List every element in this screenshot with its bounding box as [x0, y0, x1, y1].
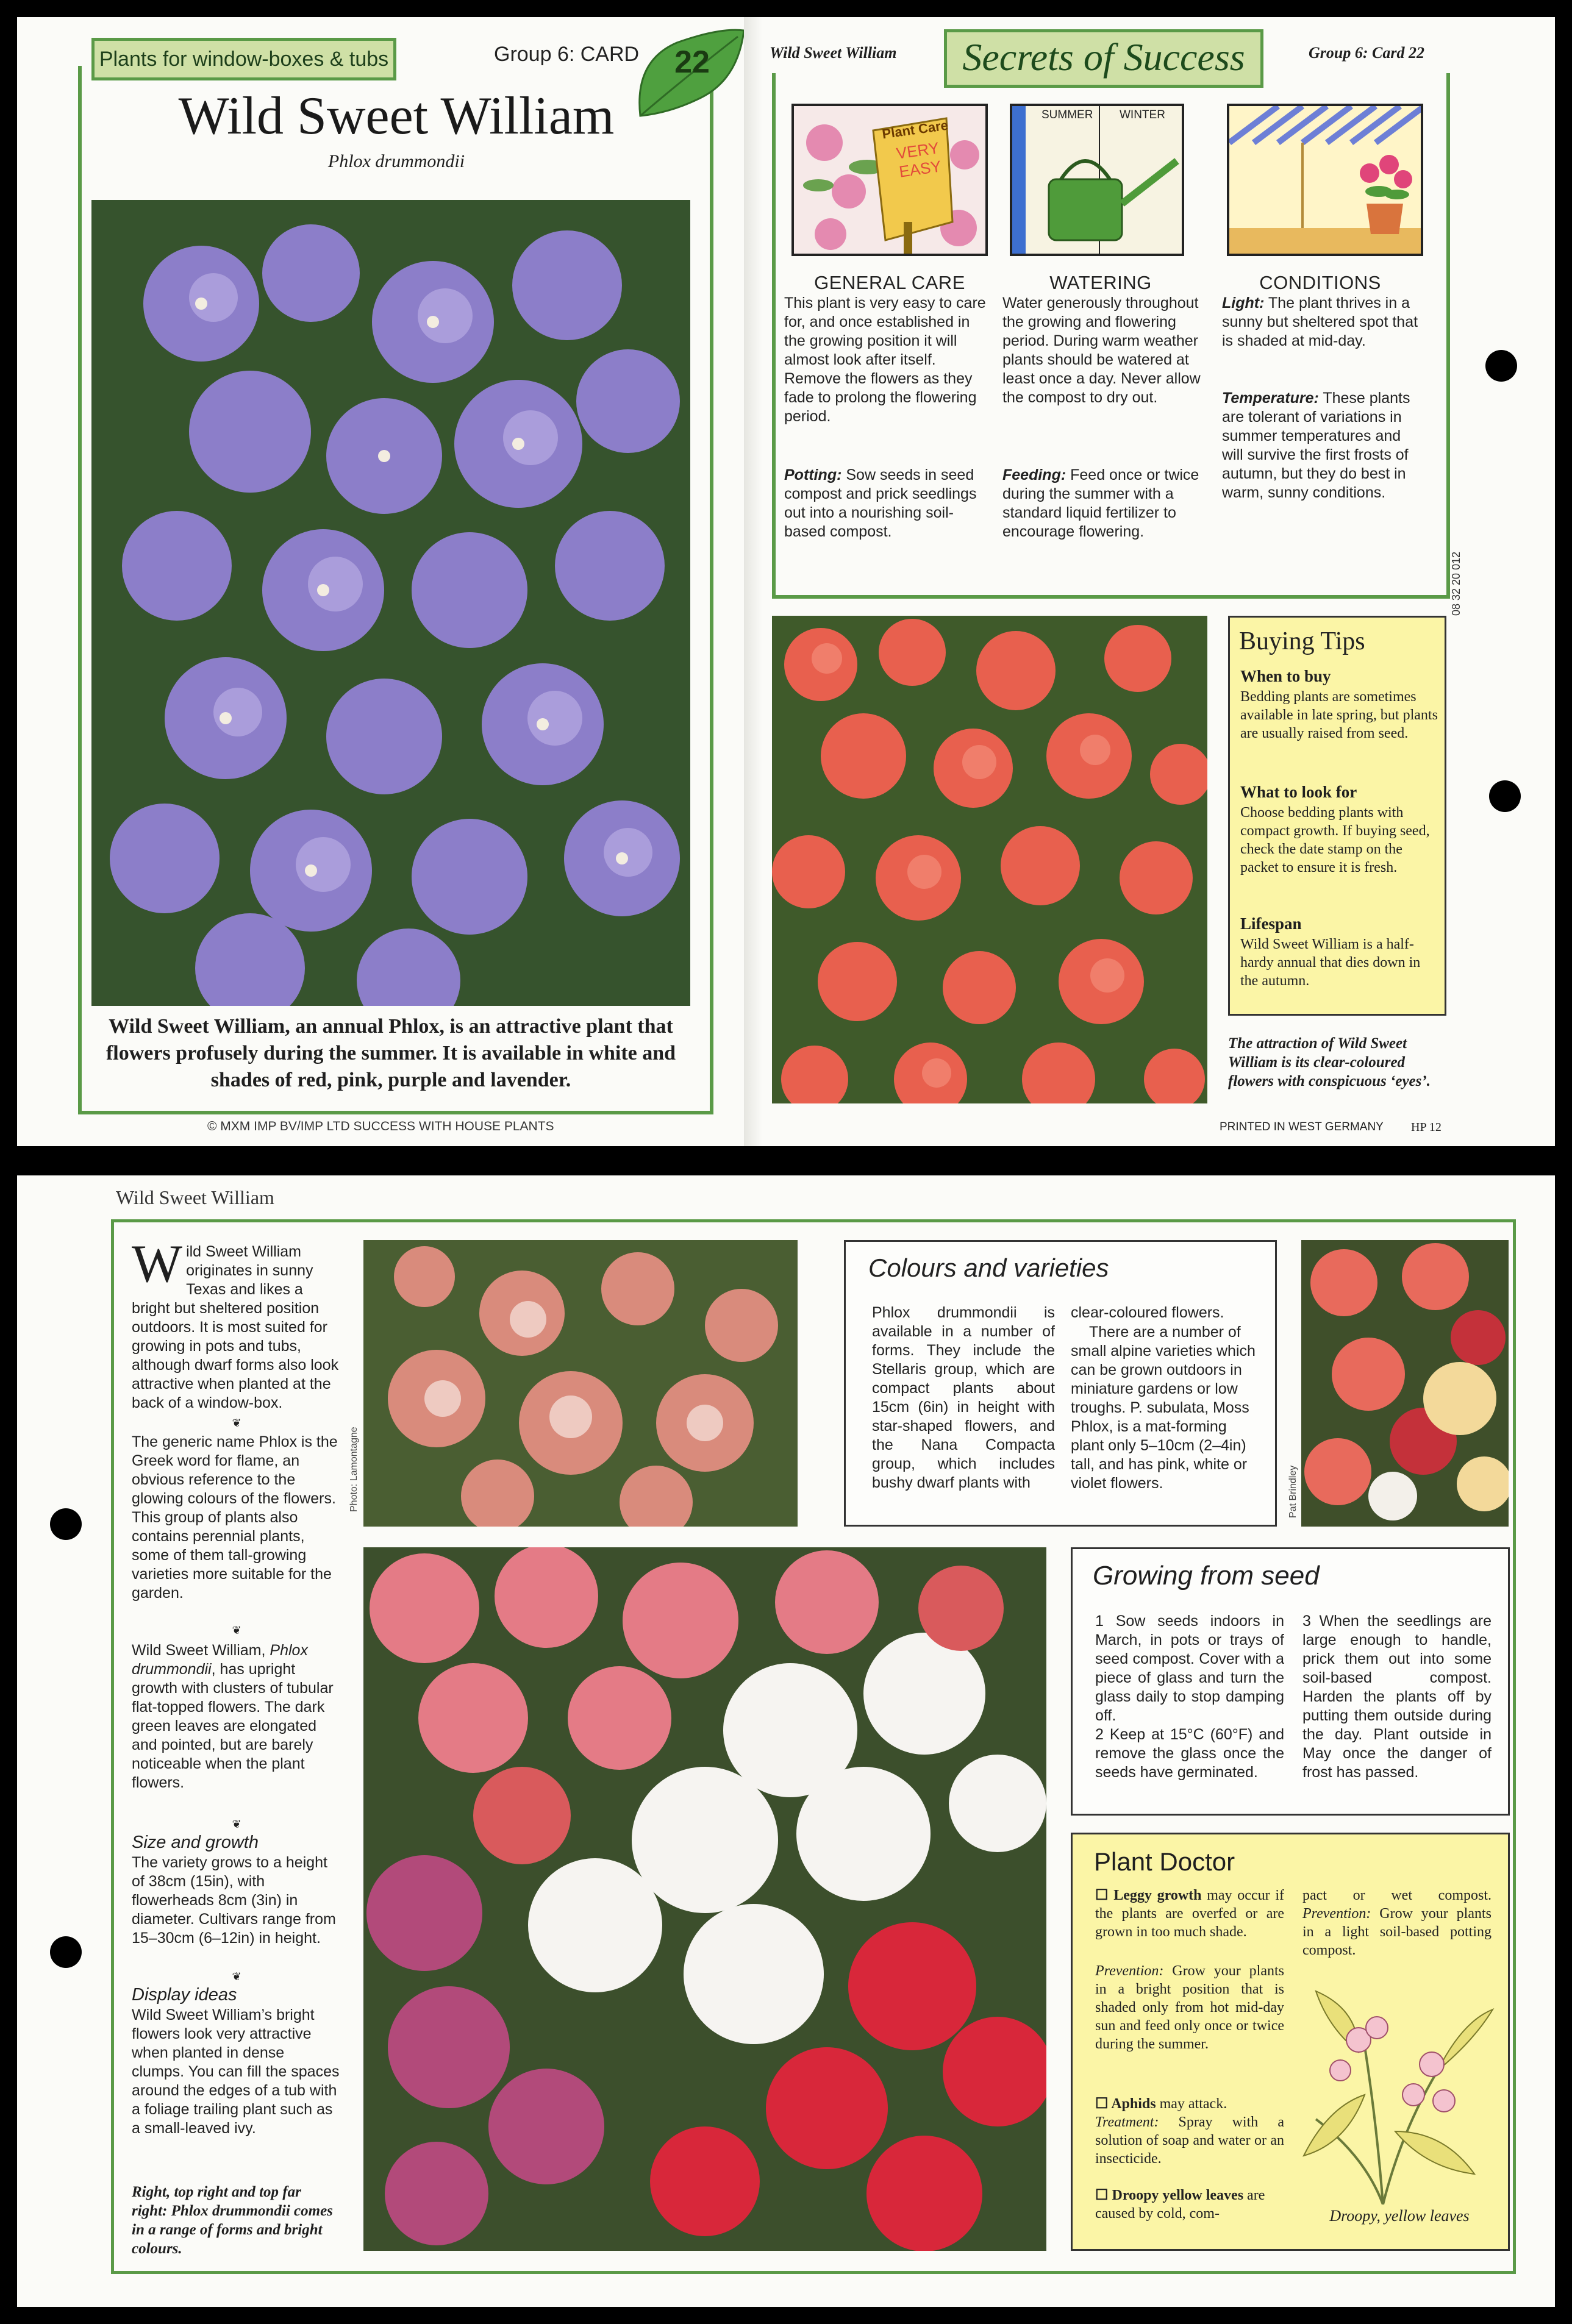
- watering-heading: WATERING: [1049, 272, 1152, 293]
- photo-credit-1: Photo: Lamontagne: [349, 1427, 359, 1512]
- winter-label: WINTER: [1120, 109, 1165, 121]
- growth-text-b: , has upright growth with clusters of tubular flat-topped flowers. The dark green leaves are elongated and pointed, but are barely noticeable when the plant flowers.: [132, 1661, 334, 1791]
- conditions-heading: CONDITIONS: [1259, 272, 1381, 293]
- seed-col1a: 1 Sow seeds indoors in March, in pots or trays of seed compost. Cover with a piece of glass and turn the glass daily to stop damping off.: [1095, 1613, 1284, 1724]
- bottom-running-title: Wild Sweet William: [116, 1186, 274, 1208]
- category-tag: Plants for window-boxes & tubs: [91, 38, 396, 80]
- colours-col1: Phlox drummondii is available in a number of forms. They include the Stellaris group, which are compact plants about 15cm (6in) in height with star-shaped flowers, and the Nana Compacta group, which includes bushy dwarf plants with: [872, 1304, 1055, 1491]
- leggy-text: may occur if the plants are overfed or are grown in too much shade.: [1095, 1887, 1284, 1940]
- ornament: ❦: [232, 1417, 241, 1429]
- lifespan-text: Wild Sweet William is a half-hardy annual that dies down in the autumn.: [1240, 936, 1421, 989]
- light-block: [1222, 294, 1423, 379]
- what-to-look-for-text: Choose bedding plants with compact growth. If buying seed, check the date stamp on the packet to ensure it is fresh.: [1240, 805, 1430, 875]
- main-photo-lavender-phlox: [91, 200, 690, 1006]
- salmon-phlox-photo: [772, 616, 1207, 1103]
- droopy-illustration-caption: Droopy, yellow leaves: [1329, 2207, 1470, 2225]
- potting-label: Potting:: [784, 466, 842, 483]
- aphids-label: ☐ Aphids: [1095, 2096, 1156, 2112]
- punch-hole: [50, 1508, 82, 1540]
- seed-col2: 3 When the seedlings are large enough to handle, prick them out into some soil-based compost. Harden the plants off by putting them outside during the day. Plant outside in May once the danger of frost has passed.: [1302, 1613, 1492, 1781]
- printed-label: PRINTED IN WEST GERMANY: [1220, 1121, 1384, 1133]
- ornament: ❦: [232, 1818, 241, 1830]
- buying-tips-heading: Buying Tips: [1239, 627, 1365, 655]
- salmon-photo-caption: The attraction of Wild Sweet William is its clear-coloured flowers with conspicuous ‘eyes’.: [1228, 1035, 1431, 1089]
- droopy-leaves-illustration: [1292, 1973, 1499, 2205]
- aphids-treatment-block: [1095, 2113, 1284, 2174]
- secrets-banner: Secrets of Success: [944, 29, 1263, 88]
- mixed-phlox-photo: [1301, 1240, 1509, 1527]
- potting-text: Sow seeds in seed compost and prick seedlings out into a nourishing soil-based compost.: [784, 466, 977, 540]
- temperature-text: These plants are tolerant of variations in summer temperatures and will survive the first frosts of autumn, but they do best in warm, sunny conditions.: [1222, 390, 1410, 501]
- group-card-label-back: Group 6: Card 22: [1309, 44, 1424, 62]
- aphids-treatment-label: Treatment:: [1095, 2114, 1159, 2130]
- lifespan-label: Lifespan: [1240, 914, 1302, 933]
- aphids-treatment-text: Spray with a solution of soap and water or an insecticide.: [1095, 2114, 1284, 2167]
- potting-block: [784, 466, 994, 569]
- leggy-prevention-label: Prevention:: [1095, 1963, 1164, 1979]
- doctor-col2-text: pact or wet compost.: [1302, 1887, 1492, 1903]
- growth-latin: Phlox drummondii: [132, 1642, 308, 1678]
- copyright: © MXM IMP BV/IMP LTD SUCCESS WITH HOUSE PLANTS: [207, 1119, 554, 1133]
- page-title: Wild Sweet William: [178, 87, 615, 146]
- left-caption: Right, top right and top far right: Phlox drummondii comes in a range of forms and bright colours.: [132, 2184, 333, 2257]
- sign-line1: Plant Care: [881, 117, 949, 142]
- general-care-text: This plant is very easy to care for, and once established in the growing position it will almost look after itself. Remove the flowers as they fade to prolong the flowering period.: [784, 294, 986, 425]
- aphids-block: [1095, 2095, 1284, 2114]
- aphids-text: may attack.: [1156, 2096, 1227, 2112]
- intro-block: [132, 1235, 340, 1419]
- feeding-text: Feed once or twice during the summer with a standard liquid fertilizer to encourage flowering.: [1002, 466, 1199, 540]
- group-card-label: Group 6: CARD: [494, 43, 640, 66]
- ornament: ❦: [232, 1970, 241, 1983]
- main-caption: Wild Sweet William, an annual Phlox, is an attractive plant that flowers profusely during the summer. It is available in white and shades of red, pink, purple and lavender.: [105, 1015, 676, 1091]
- latin-name: Phlox drummondii: [327, 151, 465, 171]
- ornament: ❦: [232, 1624, 241, 1636]
- droopy-label: ☐ Droopy yellow leaves: [1095, 2187, 1244, 2203]
- colours-col2a: clear-coloured flowers.: [1071, 1304, 1224, 1321]
- photo-credit-2: Pat Brindley: [1288, 1465, 1298, 1518]
- when-to-buy-text: Bedding plants are sometimes available in late spring, but plants are usually raised from seed.: [1240, 689, 1438, 741]
- summer-label: SUMMER: [1041, 109, 1093, 121]
- feeding-label: Feeding:: [1002, 466, 1066, 483]
- size-text: The variety grows to a height of 38cm (15in), with flowerheads 8cm (3in) in diameter. Cultivars range from 15–30cm (6–12in) in height.: [132, 1854, 336, 1947]
- temperature-label: Temperature:: [1222, 390, 1319, 407]
- watering-text: Water generously throughout the growing and flowering period. During warm weather plants should be watered at least once a day. Never allow the compost to dry out.: [1002, 294, 1201, 406]
- display-heading: Display ideas: [132, 1985, 237, 2005]
- feeding-block: [1002, 466, 1204, 569]
- side-code: 08 32 20 012: [1450, 551, 1462, 616]
- temperature-block: [1222, 389, 1423, 547]
- general-care-heading: GENERAL CARE: [814, 272, 965, 293]
- droopy-text: are caused by cold, com-: [1095, 2187, 1265, 2222]
- size-heading: Size and growth: [132, 1833, 259, 1852]
- colours-col2b: There are a number of small alpine varieties which can be grown outdoors in miniature gardens or low troughs. P. subulata, Moss Phlox, is a mat-forming plant only 5–10cm (2–4in) tall, and has pink, white or violet flowers.: [1071, 1324, 1256, 1492]
- punch-hole: [1485, 350, 1517, 382]
- punch-hole: [1489, 780, 1521, 812]
- doctor-col2-prevention-label: Prevention:: [1302, 1906, 1371, 1922]
- doctor-col2-prevention-text: Grow your plants in a light soil-based potting compost.: [1302, 1906, 1492, 1958]
- doctor-col2-block: [1302, 1886, 1492, 1966]
- running-title: Wild Sweet William: [770, 44, 897, 62]
- plant-doctor-heading: Plant Doctor: [1094, 1847, 1235, 1876]
- intro-text: ild Sweet William originates in sunny Texas and likes a bright but sheltered position outdoors. It is most suited for growing in pots and tubs, although dwarf forms also look attractive when planted at the back of a window-box.: [132, 1243, 339, 1411]
- pink-phlox-photo: [363, 1240, 798, 1527]
- display-text: Wild Sweet William’s bright flowers look very attractive when planted in dense clumps. You can fill the spaces around the edges of a tub with a foliage trailing plant such as a small-leaved ivy.: [132, 2006, 340, 2137]
- colours-heading: Colours and varieties: [868, 1253, 1109, 1282]
- droopy-block: [1095, 2186, 1284, 2229]
- large-mixed-phlox-photo: [363, 1547, 1046, 2251]
- card-number: 22: [674, 45, 710, 80]
- seed-col1b: 2 Keep at 15°C (60°F) and remove the glass once the seeds have germinated.: [1095, 1726, 1284, 1781]
- when-to-buy-label: When to buy: [1240, 667, 1331, 685]
- growth-text-a: Wild Sweet William,: [132, 1642, 270, 1659]
- hp-code: HP 12: [1411, 1121, 1442, 1134]
- punch-hole: [50, 1936, 82, 1968]
- light-text: The plant thrives in a sunny but sheltered spot that is shaded at mid-day.: [1222, 294, 1418, 349]
- conditions-illustration: [1227, 104, 1423, 256]
- leggy-prevention-text: Grow your plants in a bright position that is shaded only from hot mid-day sun and feed only once or twice during the summer.: [1095, 1963, 1284, 2052]
- drop-cap: W: [132, 1235, 183, 1294]
- generic-name-text: The generic name Phlox is the Greek word for flame, an obvious reference to the glowing colours of the flowers. This group of plants also contains perennial plants, some of them tall-growing varieties more suitable for the garden.: [132, 1433, 338, 1602]
- growth-text: [132, 1641, 340, 1824]
- sign-line2: VERY: [895, 138, 940, 163]
- light-label: Light:: [1222, 294, 1265, 312]
- what-to-look-for-label: What to look for: [1240, 783, 1357, 801]
- leggy-prevention-block: [1095, 1962, 1284, 2090]
- sign-line3: EASY: [898, 157, 943, 181]
- spine-shadow: [744, 17, 762, 1146]
- seed-heading: Growing from seed: [1093, 1561, 1320, 1591]
- leggy-label: ☐ Leggy growth: [1095, 1887, 1202, 1903]
- watering-illustration: [1010, 104, 1184, 256]
